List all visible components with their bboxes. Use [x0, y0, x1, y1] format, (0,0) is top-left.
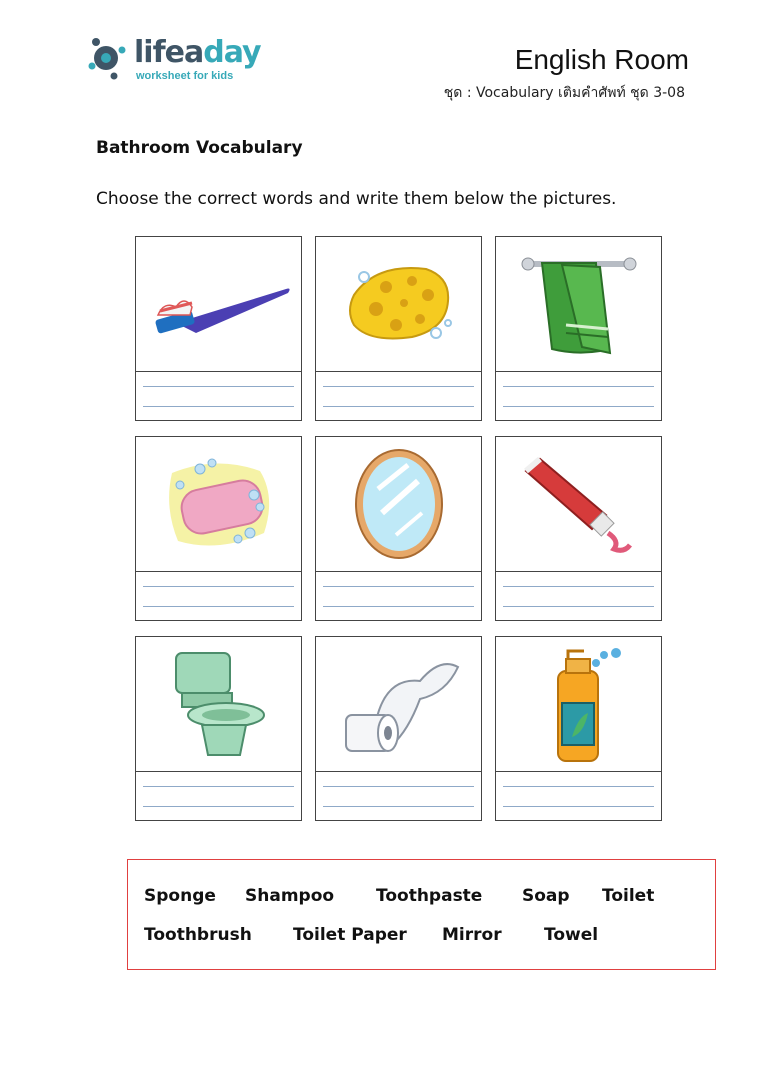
word-toilet-paper: Toilet Paper [293, 925, 407, 945]
word-mirror: Mirror [442, 925, 502, 945]
word-toothpaste: Toothpaste [376, 886, 483, 906]
site-logo [86, 36, 286, 88]
picture-card [495, 436, 662, 621]
logo-wordmark: lifeaday [134, 35, 261, 70]
toothpaste-icon [496, 437, 661, 571]
logo-molecule-icon [86, 36, 130, 80]
towel-icon [496, 237, 661, 371]
picture-card [315, 436, 482, 621]
logo-tagline: worksheet for kids [136, 70, 234, 82]
word-soap: Soap [522, 886, 570, 906]
word-toilet: Toilet [602, 886, 655, 906]
picture-card [315, 236, 482, 421]
picture-card [135, 636, 302, 821]
word-towel: Towel [544, 925, 599, 945]
shampoo-icon [496, 637, 661, 771]
toilet-paper-icon [316, 637, 481, 771]
worksheet-heading: Bathroom Vocabulary [96, 138, 303, 158]
picture-card [135, 236, 302, 421]
picture-card [495, 636, 662, 821]
word-sponge: Sponge [144, 886, 216, 906]
room-title: English Room [514, 44, 689, 75]
picture-card [315, 636, 482, 821]
word-toothbrush: Toothbrush [144, 925, 252, 945]
mirror-icon [316, 437, 481, 571]
worksheet-instruction: Choose the correct words and write them below the pictures. [96, 189, 617, 209]
picture-card [135, 436, 302, 621]
soap-icon [136, 437, 301, 571]
word-bank-box [127, 859, 716, 970]
worksheet-set-label: ชุด : Vocabulary เติมคำศัพท์ ชุด 3-08 [443, 85, 685, 101]
word-shampoo: Shampoo [245, 886, 335, 906]
toilet-icon [136, 637, 301, 771]
sponge-icon [316, 237, 481, 371]
picture-card [495, 236, 662, 421]
toothbrush-icon [136, 237, 301, 371]
